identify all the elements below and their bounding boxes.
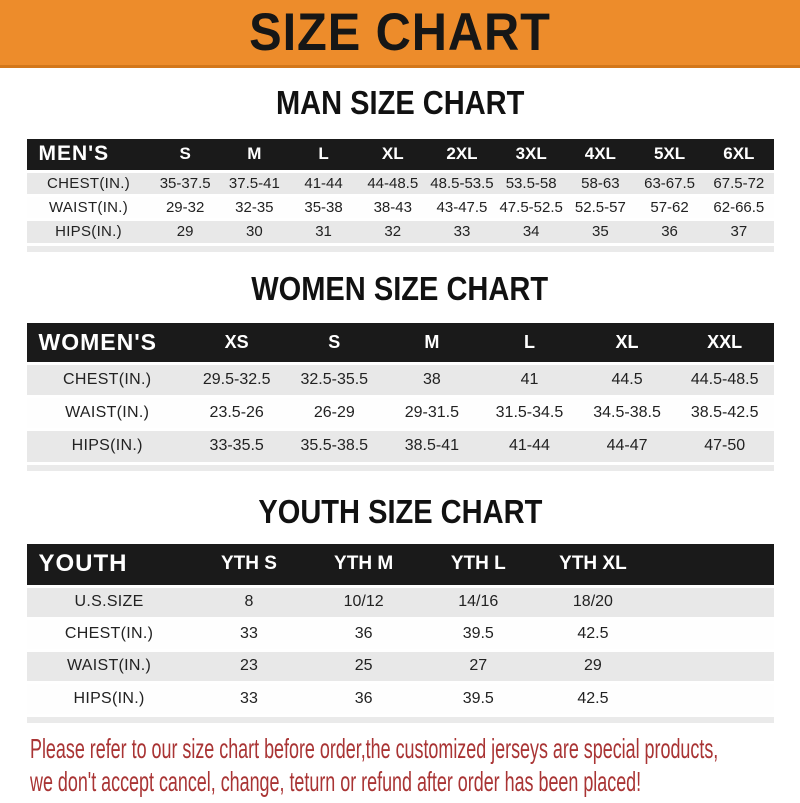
men-header-row [27, 139, 774, 171]
disclaimer-line-1-text: Please refer to our size chart before order,the customized jerseys are special products, [30, 733, 719, 764]
row-label: WAIST(IN.) [27, 396, 188, 429]
women-table-title: WOMEN'S [27, 323, 188, 363]
size-cell: 33 [192, 682, 307, 714]
section-heading-youth-text: YOUTH SIZE CHART [258, 493, 542, 530]
cell-filler [650, 618, 773, 650]
column-header-yth-l: YTH L [421, 544, 536, 586]
row-label: HIPS(IN.) [27, 219, 151, 243]
row-label: CHEST(IN.) [27, 363, 188, 396]
header-filler [650, 544, 773, 586]
section-heading-women [0, 272, 800, 306]
youth-table-foot-bar [27, 717, 774, 723]
section-heading-youth [0, 495, 800, 529]
column-header-m: M [383, 323, 481, 363]
size-cell: 41-44 [481, 429, 579, 462]
size-cell: 39.5 [421, 682, 536, 714]
size-cell: 44.5-48.5 [676, 363, 774, 396]
size-cell: 41 [481, 363, 579, 396]
men-row-chestin [27, 171, 774, 195]
women-row-hipsin [27, 429, 774, 462]
row-label: U.S.SIZE [27, 586, 192, 618]
size-cell: 53.5-58 [497, 171, 566, 195]
women-header-row [27, 323, 774, 363]
size-cell: 37 [704, 219, 773, 243]
size-cell: 58-63 [566, 171, 635, 195]
section-heading-women-text: WOMEN SIZE CHART [251, 270, 549, 307]
section-women [0, 272, 800, 471]
size-cell: 29.5-32.5 [188, 363, 286, 396]
section-men [0, 86, 800, 252]
disclaimer-line-2 [30, 765, 800, 798]
size-cell: 35-38 [289, 195, 358, 219]
size-cell: 14/16 [421, 586, 536, 618]
size-cell: 44.5 [578, 363, 676, 396]
banner [0, 0, 800, 68]
section-heading-men [0, 86, 800, 120]
disclaimer-note [30, 732, 800, 798]
column-header-l: L [289, 139, 358, 171]
column-header-xs: XS [188, 323, 286, 363]
size-cell: 47-50 [676, 429, 774, 462]
size-cell: 39.5 [421, 618, 536, 650]
size-cell: 67.5-72 [704, 171, 773, 195]
row-label: HIPS(IN.) [27, 429, 188, 462]
size-cell: 38.5-41 [383, 429, 481, 462]
column-header-s: S [151, 139, 220, 171]
size-cell: 35-37.5 [151, 171, 220, 195]
cell-filler [650, 586, 773, 618]
size-cell: 36 [306, 682, 421, 714]
section-youth [0, 495, 800, 723]
row-label: CHEST(IN.) [27, 171, 151, 195]
size-cell: 42.5 [536, 682, 651, 714]
cell-filler [650, 682, 773, 714]
cell-filler [650, 650, 773, 682]
youth-row-waistin [27, 650, 774, 682]
size-cell: 57-62 [635, 195, 704, 219]
size-cell: 38 [383, 363, 481, 396]
size-cell: 44-48.5 [358, 171, 427, 195]
men-table-title: MEN'S [27, 139, 151, 171]
women-size-table [27, 323, 774, 462]
youth-size-table [27, 544, 774, 714]
row-label: WAIST(IN.) [27, 195, 151, 219]
size-cell: 18/20 [536, 586, 651, 618]
size-cell: 29-32 [151, 195, 220, 219]
column-header-6xl: 6XL [704, 139, 773, 171]
size-cell: 36 [635, 219, 704, 243]
size-cell: 35 [566, 219, 635, 243]
disclaimer-line-2-text: we don't accept cancel, change, teturn or refund after order has been placed! [30, 766, 642, 797]
men-table-foot-bar [27, 246, 774, 252]
row-label: WAIST(IN.) [27, 650, 192, 682]
size-cell: 47.5-52.5 [497, 195, 566, 219]
women-row-waistin [27, 396, 774, 429]
size-cell: 32-35 [220, 195, 289, 219]
size-cell: 38.5-42.5 [676, 396, 774, 429]
size-cell: 33 [427, 219, 496, 243]
size-cell: 23 [192, 650, 307, 682]
size-cell: 42.5 [536, 618, 651, 650]
size-cell: 29 [151, 219, 220, 243]
youth-table-title: YOUTH [27, 544, 192, 586]
column-header-3xl: 3XL [497, 139, 566, 171]
disclaimer-line-1 [30, 732, 800, 765]
column-header-l: L [481, 323, 579, 363]
size-cell: 41-44 [289, 171, 358, 195]
youth-header-row [27, 544, 774, 586]
column-header-yth-xl: YTH XL [536, 544, 651, 586]
size-cell: 48.5-53.5 [427, 171, 496, 195]
size-cell: 10/12 [306, 586, 421, 618]
youth-row-hipsin [27, 682, 774, 714]
column-header-yth-m: YTH M [306, 544, 421, 586]
column-header-xl: XL [358, 139, 427, 171]
size-cell: 33-35.5 [188, 429, 286, 462]
banner-title: SIZE CHART [249, 3, 551, 62]
size-cell: 29 [536, 650, 651, 682]
column-header-xl: XL [578, 323, 676, 363]
column-header-m: M [220, 139, 289, 171]
size-cell: 44-47 [578, 429, 676, 462]
size-cell: 8 [192, 586, 307, 618]
size-cell: 32.5-35.5 [285, 363, 383, 396]
size-cell: 34.5-38.5 [578, 396, 676, 429]
women-row-chestin [27, 363, 774, 396]
size-cell: 36 [306, 618, 421, 650]
size-cell: 38-43 [358, 195, 427, 219]
size-cell: 37.5-41 [220, 171, 289, 195]
size-cell: 63-67.5 [635, 171, 704, 195]
size-cell: 26-29 [285, 396, 383, 429]
size-cell: 52.5-57 [566, 195, 635, 219]
size-cell: 31.5-34.5 [481, 396, 579, 429]
size-cell: 34 [497, 219, 566, 243]
youth-row-chestin [27, 618, 774, 650]
size-cell: 33 [192, 618, 307, 650]
column-header-2xl: 2XL [427, 139, 496, 171]
size-cell: 43-47.5 [427, 195, 496, 219]
size-cell: 30 [220, 219, 289, 243]
column-header-yth-s: YTH S [192, 544, 307, 586]
column-header-s: S [285, 323, 383, 363]
column-header-xxl: XXL [676, 323, 774, 363]
men-row-waistin [27, 195, 774, 219]
size-cell: 29-31.5 [383, 396, 481, 429]
size-cell: 35.5-38.5 [285, 429, 383, 462]
row-label: HIPS(IN.) [27, 682, 192, 714]
women-table-foot-bar [27, 465, 774, 471]
youth-row-ussize [27, 586, 774, 618]
section-heading-men-text: MAN SIZE CHART [275, 84, 525, 121]
size-cell: 23.5-26 [188, 396, 286, 429]
column-header-4xl: 4XL [566, 139, 635, 171]
size-cell: 27 [421, 650, 536, 682]
men-row-hipsin [27, 219, 774, 243]
men-size-table [27, 139, 774, 243]
size-cell: 62-66.5 [704, 195, 773, 219]
size-cell: 32 [358, 219, 427, 243]
size-cell: 31 [289, 219, 358, 243]
column-header-5xl: 5XL [635, 139, 704, 171]
row-label: CHEST(IN.) [27, 618, 192, 650]
size-cell: 25 [306, 650, 421, 682]
